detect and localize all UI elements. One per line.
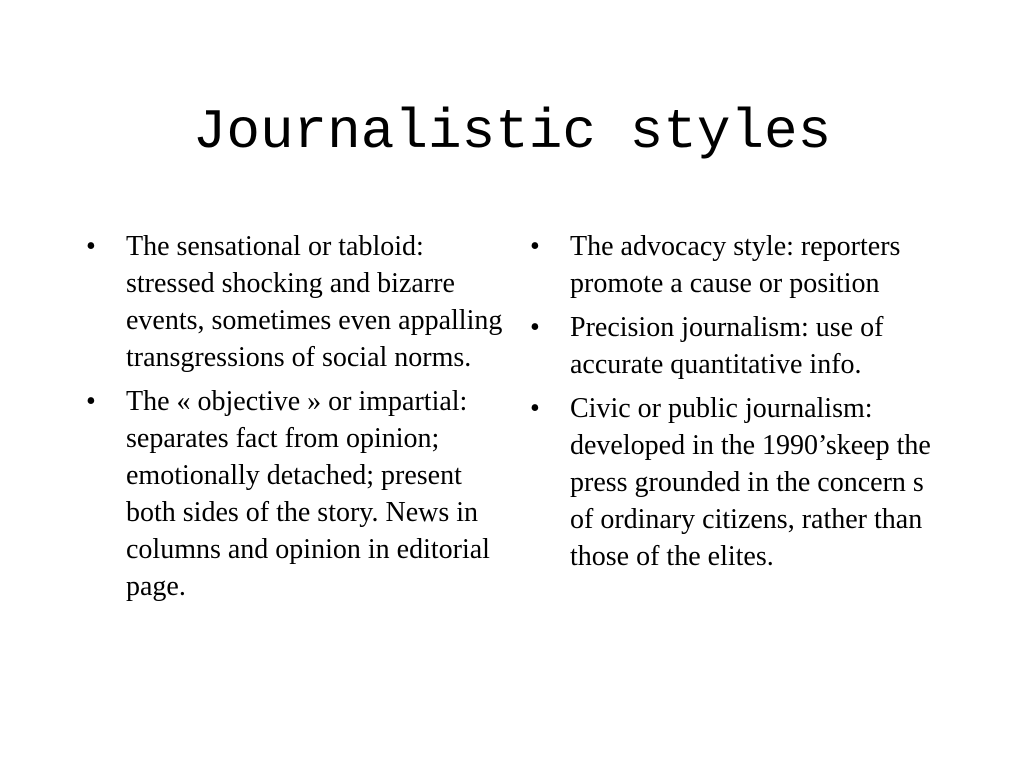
bullet-text: Precision journalism: use of accurate quantitative info. xyxy=(570,312,884,380)
right-bullet-list xyxy=(530,228,950,582)
bullet-icon: • xyxy=(86,386,96,417)
bullet-text: Civic or public journalism: developed in the 1990’skeep the press grounded in the concern s of ordinary citizens, rather than those of the elites. xyxy=(570,393,931,572)
bullet-item xyxy=(530,228,950,302)
slide-title: Journalistic styles xyxy=(192,100,832,164)
bullet-item xyxy=(86,383,506,605)
bullet-item xyxy=(86,228,506,376)
bullet-icon: • xyxy=(86,231,96,262)
left-bullet-list xyxy=(86,228,506,612)
bullet-icon: • xyxy=(530,231,540,262)
bullet-icon: • xyxy=(530,393,540,424)
bullet-item xyxy=(530,309,950,383)
bullet-text: The « objective » or impartial: separates fact from opinion; emotionally detached; present both sides of the story. News in columns and opinion in editorial page. xyxy=(126,386,490,602)
bullet-text: The advocacy style: reporters promote a cause or position xyxy=(570,231,901,299)
bullet-icon: • xyxy=(530,312,540,343)
bullet-text: The sensational or tabloid: stressed shocking and bizarre events, sometimes even appalling transgressions of social norms. xyxy=(126,231,503,373)
bullet-item xyxy=(530,390,950,575)
